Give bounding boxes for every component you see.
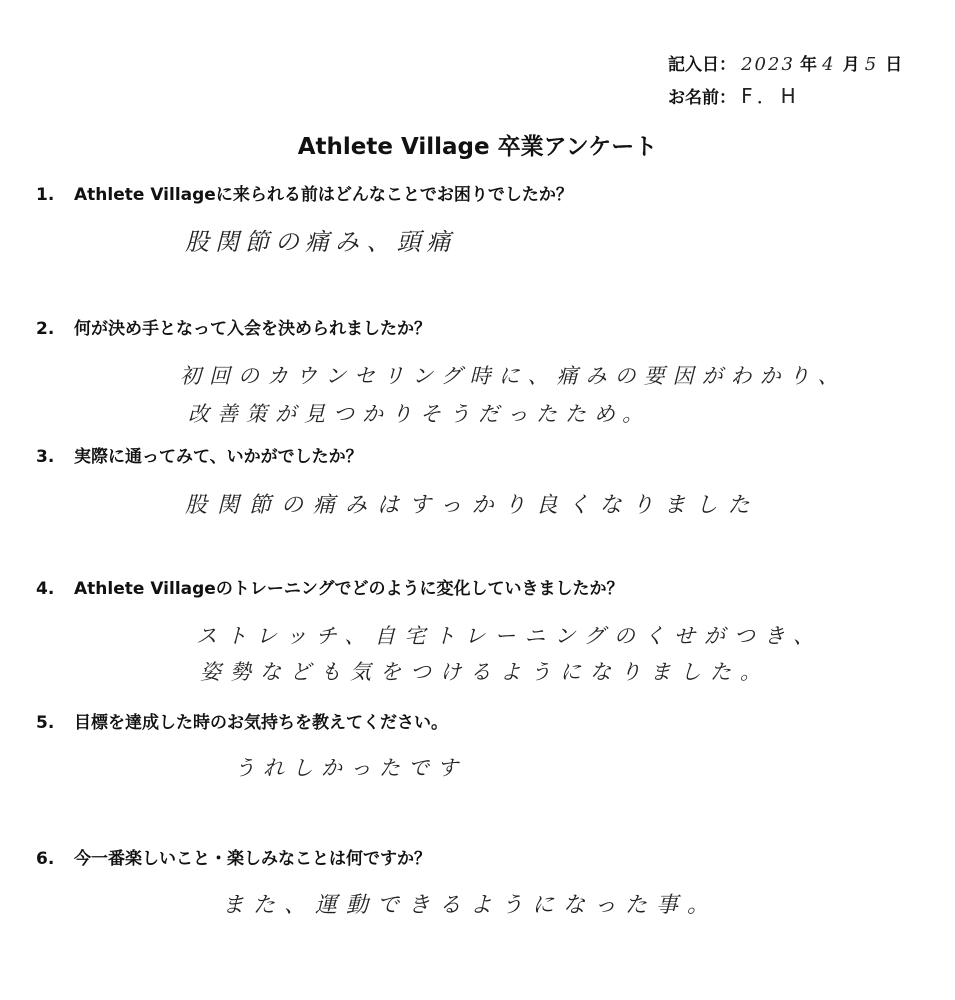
name-value: F．H [741, 84, 800, 108]
question-6 [36, 844, 431, 869]
question-5 [36, 708, 448, 733]
question-number: 4. [36, 579, 55, 599]
question-3 [36, 442, 363, 467]
year-label: 年 [800, 55, 817, 75]
answer-5-line-1: うれしかったです [234, 756, 466, 780]
answer-6-line-1: また、運動できるようになった事。 [222, 893, 719, 918]
date-label: 記入日： [668, 55, 736, 75]
date-day: 5 [864, 54, 881, 75]
answer-2-line-1: 初回のカウンセリング時に、痛みの要因がわかり、 [180, 364, 847, 388]
question-text: 何が決め手となって入会を決められましたか？ [74, 319, 431, 339]
answer-3-line-1: 股関節の痛みはすっかり良くなりました [185, 493, 760, 518]
day-label: 日 [885, 55, 903, 75]
question-text: 目標を達成した時のお気持ちを教えてください。 [74, 713, 448, 733]
question-2 [36, 314, 431, 339]
date-year: 2023 [741, 54, 795, 75]
answer-4-line-1: ストレッチ、自宅トレーニングのくせがつき、 [196, 624, 824, 648]
question-text: 今一番楽しいこと・楽しみなことは何ですか？ [74, 849, 431, 869]
question-1 [36, 180, 573, 205]
question-number: 6. [36, 849, 55, 869]
question-text: Athlete Villageに来られる前はどんなことでお困りでしたか？ [74, 185, 573, 205]
month-label: 月 [842, 55, 860, 75]
question-4 [36, 574, 624, 599]
question-number: 5. [36, 713, 55, 733]
question-number: 3. [36, 447, 55, 467]
answer-2-line-2: 改善策が見つかりそうだったため。 [188, 402, 652, 426]
name-label: お名前： [668, 88, 736, 108]
question-number: 1. [36, 185, 55, 205]
date-row [668, 50, 902, 75]
question-number: 2. [36, 319, 55, 339]
question-text: 実際に通ってみて、いかがでしたか？ [74, 447, 363, 467]
page-title: Athlete Village 卒業アンケート [297, 134, 658, 160]
answer-4-line-2: 姿勢なども気をつけるようになりました。 [200, 660, 770, 684]
date-month: 4 [822, 54, 838, 75]
answer-1-line-1: 股関節の痛み、頭痛 [185, 228, 457, 256]
question-text: Athlete Villageのトレーニングでどのように変化していきましたか？ [74, 579, 624, 599]
name-row [668, 80, 800, 109]
